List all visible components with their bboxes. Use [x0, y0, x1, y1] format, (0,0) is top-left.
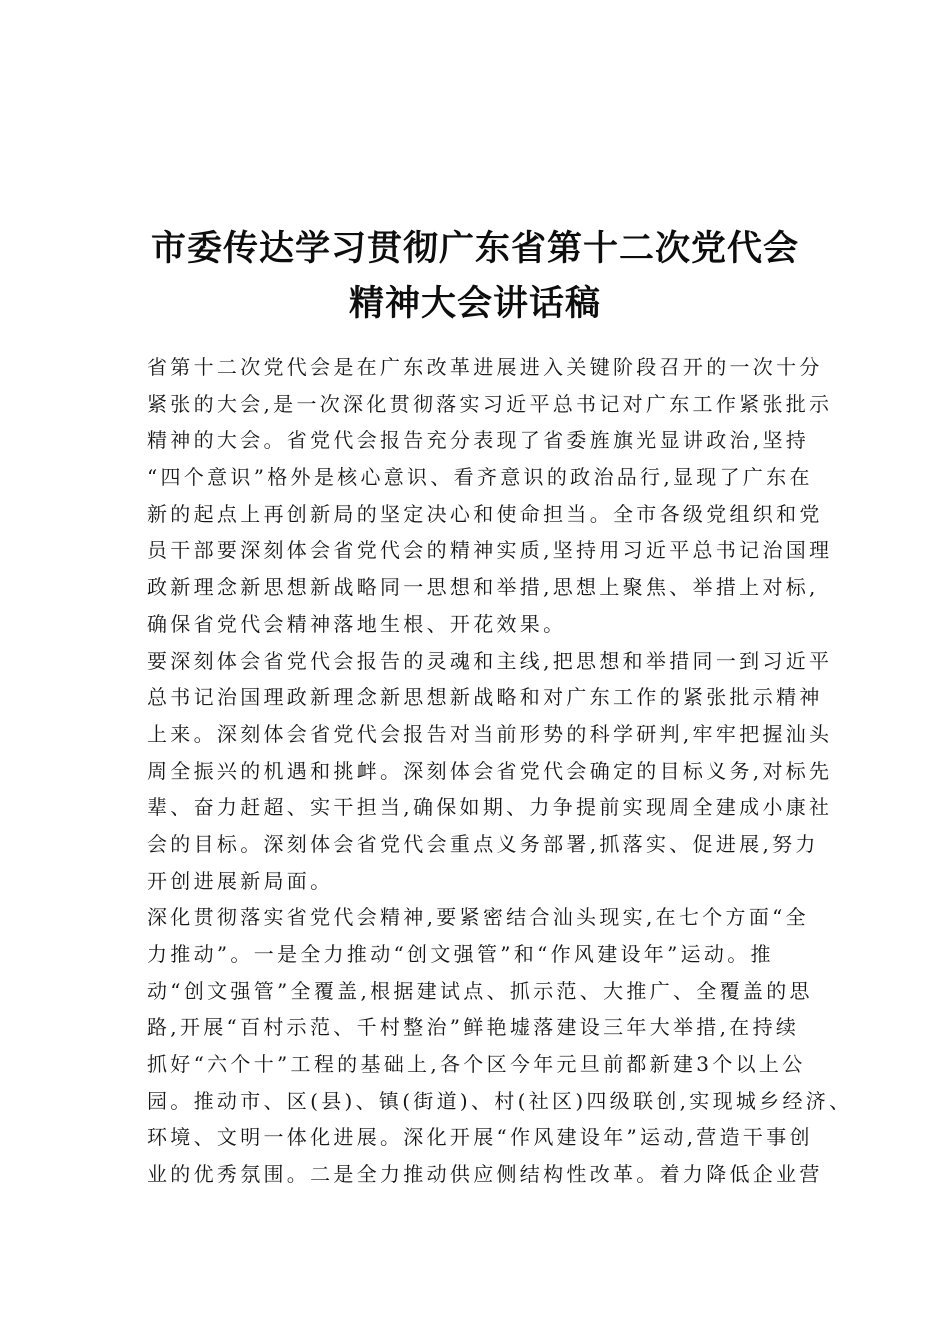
body-line: 开创进展新局面。 [147, 868, 334, 893]
body-line: 业的优秀氛围。二是全力推动供应侧结构性改革。着力降低企业营 [147, 1162, 823, 1187]
title-line: 市委传达学习贯彻广东省第十二次党代会 [150, 229, 799, 269]
body-line: 路,开展“百村示范、千村整治”鲜艳墟落建设三年大举措,在持续 [147, 1015, 800, 1040]
body-line: 紧张的大会,是一次深化贯彻落实习近平总书记对广东工作紧张批示 [147, 391, 833, 416]
body-line: 环境、文明一体化进展。深化开展“作风建设年”运动,营造干事创 [147, 1125, 813, 1150]
body-line: 确保省党代会精神落地生根、开花效果。 [147, 611, 567, 636]
document-title [100, 222, 850, 332]
body-line: 抓好“六个十”工程的基础上,各个区今年元旦前都新建3个以上公 [147, 1052, 806, 1077]
body-line: 精神的大会。省党代会报告充分表现了省委旌旗光显讲政治,坚持 [147, 428, 810, 453]
body-line: 动“创文强管”全覆盖,根据建试点、抓示范、大推广、全覆盖的思 [147, 978, 813, 1003]
body-line: 上来。深刻体会省党代会报告对当前形势的科学研判,牢牢把握汕头 [147, 721, 833, 746]
body-line: 省第十二次党代会是在广东改革进展进入关键阶段召开的一次十分 [147, 355, 823, 379]
body-line: 政新理念新思想新战略同一思想和举措,思想上聚焦、举措上对标, [147, 575, 819, 600]
body-line: 辈、奋力赶超、实干担当,确保如期、力争提前实现周全建成小康社 [147, 795, 833, 820]
body-line: 周全振兴的机遇和挑衅。深刻体会省党代会确定的目标义务,对标先 [147, 758, 833, 783]
body-line: 新的起点上再创新局的坚定决心和使命担当。全市各级党组织和党 [147, 501, 823, 526]
title-line: 精神大会讲话稿 [348, 284, 601, 324]
body-line: 要深刻体会省党代会报告的灵魂和主线,把思想和举措同一到习近平 [147, 648, 833, 673]
body-line: 员干部要深刻体会省党代会的精神实质,坚持用习近平总书记治国理 [147, 538, 833, 563]
body-line: 深化贯彻落实省党代会精神,要紧密结合汕头现实,在七个方面“全 [147, 905, 809, 930]
body-line: 园。推动市、区(县)、镇(街道)、村(社区)四级联创,实现城乡经济、 [147, 1088, 853, 1113]
body-line: 总书记治国理政新理念新思想新战略和对广东工作的紧张批示精神 [147, 685, 823, 710]
body-line: “四个意识”格外是核心意识、看齐意识的政治品行,显现了广东在 [147, 465, 813, 490]
document-body [147, 349, 853, 1193]
body-line: 会的目标。深刻体会省党代会重点义务部署,抓落实、促进展,努力 [147, 831, 819, 856]
body-line: 力推动”。一是全力推动“创文强管”和“作风建设年”运动。推 [147, 942, 774, 966]
